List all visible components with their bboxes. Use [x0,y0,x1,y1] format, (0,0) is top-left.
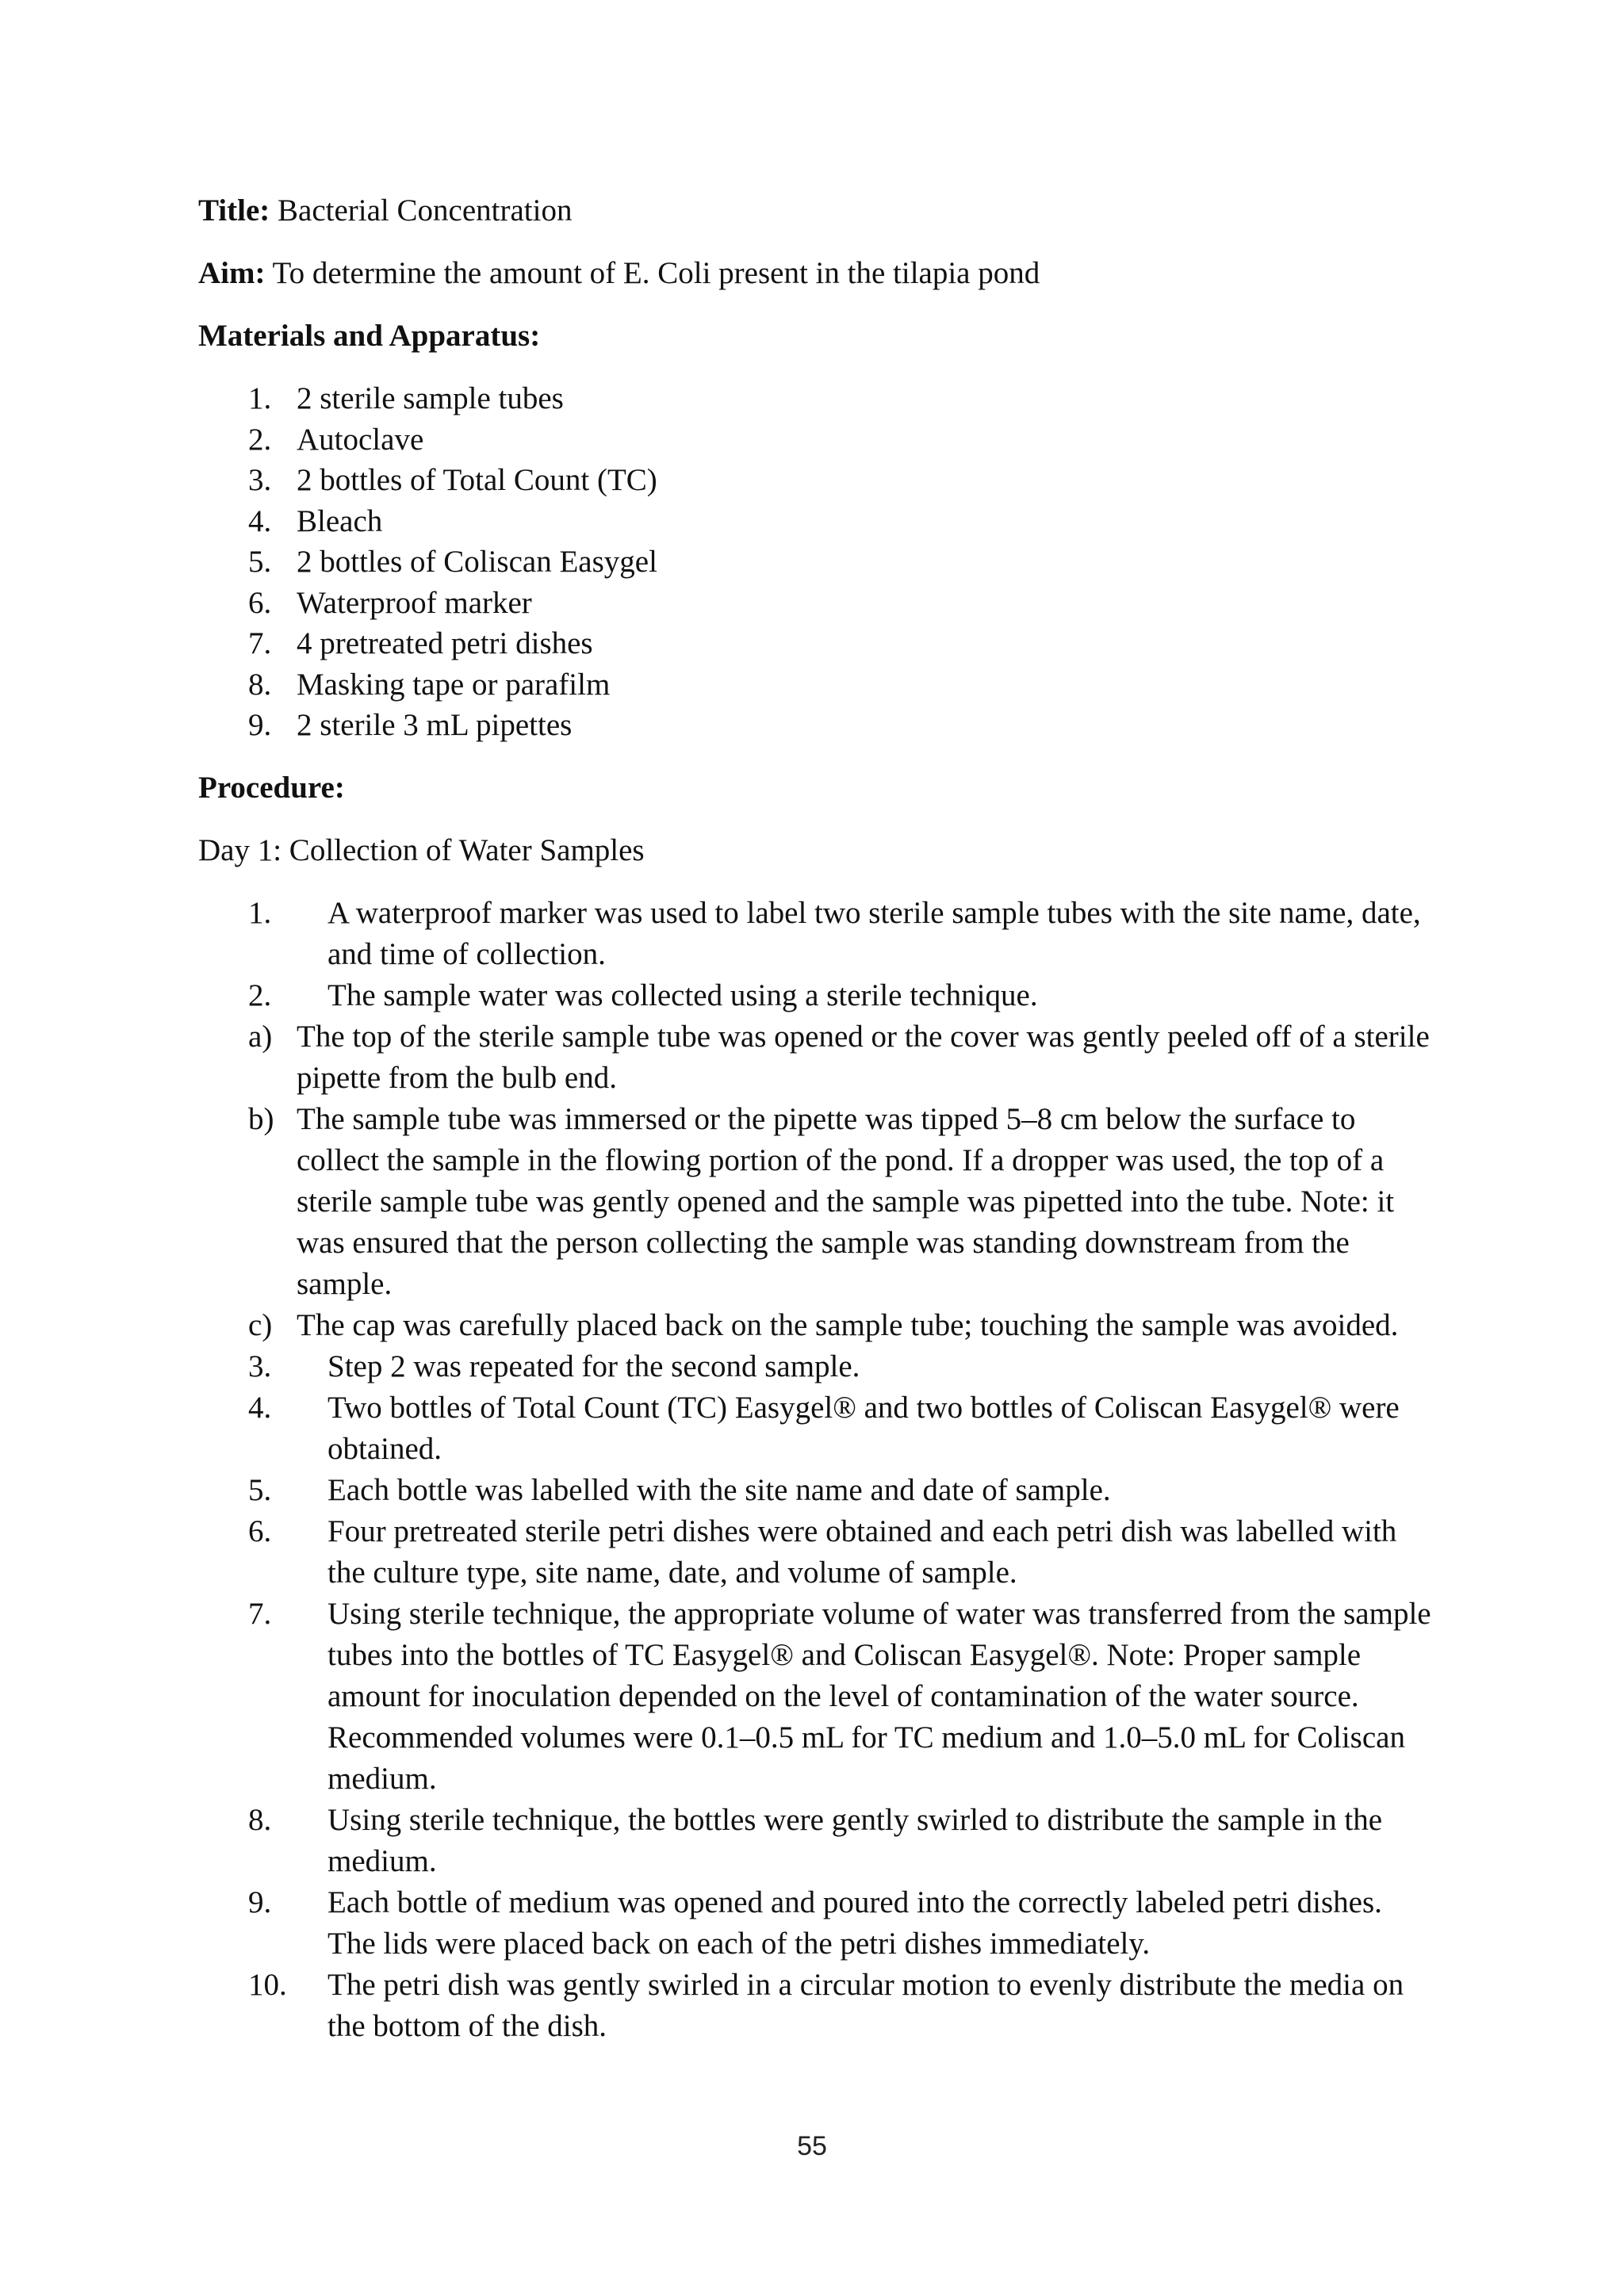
list-item-text: Bleach [297,503,383,538]
procedure-step [248,1882,1435,1965]
list-item [248,378,1435,419]
procedure-step [248,975,1435,1016]
step-text: The top of the sterile sample tube was opened or the cover was gently peeled off of a sterile pipette from the bulb end. [297,1019,1430,1095]
materials-heading: Materials and Apparatus: [198,319,541,353]
day-heading: Day 1: Collection of Water Samples [198,832,645,867]
list-item [248,501,1435,542]
list-item-number: 7. [248,626,272,660]
list-item [248,623,1435,664]
list-item-text: Masking tape or parafilm [297,667,611,702]
step-number: b) [248,1101,274,1136]
step-text: Using sterile technique, the bottles were gently swirled to distribute the sample in the medium. [327,1802,1383,1878]
list-item-text: 2 bottles of Total Count (TC) [297,463,657,497]
step-text: The sample tube was immersed or the pipette was tipped 5–8 cm below the surface to collect the sample in the flowing portion of the pond. If a dropper was used, the top of a sterile sample tube was gently opened and the sample was pipetted into the tube. Note: it was ensured that the person collecting the sample was standing downstream from the sample. [297,1101,1395,1301]
aim-text: To determine the amount of E. Coli present in the tilapia pond [272,256,1040,290]
procedure-step [248,1594,1435,1800]
step-number: a) [248,1019,273,1054]
list-item-number: 5. [248,545,272,579]
step-number: 10. [248,1967,287,2002]
step-number: 9. [248,1885,272,1919]
list-item-number: 8. [248,667,272,702]
procedure-substep [248,1016,1435,1099]
procedure-substep [248,1305,1435,1346]
list-item [248,541,1435,583]
list-item-number: 2. [248,422,272,457]
list-item-number: 4. [248,503,272,538]
procedure-step [248,893,1435,975]
step-number: c) [248,1307,273,1342]
step-text: Each bottle was labelled with the site name and date of sample. [327,1472,1111,1507]
step-number: 6. [248,1513,272,1548]
procedure-step [248,1470,1435,1511]
step-number: 5. [248,1472,272,1507]
step-number: 2. [248,978,272,1012]
title-text: Bacterial Concentration [278,193,573,228]
list-item-number: 1. [248,381,272,415]
step-text: A waterproof marker was used to label two sterile sample tubes with the site name, date, and time of collection. [327,895,1421,971]
page-number: 55 [797,2131,827,2161]
step-text: Step 2 was repeated for the second sample. [327,1349,860,1383]
materials-list [198,378,1435,746]
step-text: The cap was carefully placed back on the sample tube; touching the sample was avoided. [297,1307,1399,1342]
list-item-number: 9. [248,708,272,742]
procedure-heading: Procedure: [198,770,345,805]
document-page [198,190,1435,2047]
step-text: The sample water was collected using a sterile technique. [327,978,1038,1012]
step-text: Two bottles of Total Count (TC) Easygel® and two bottles of Coliscan Easygel® were obtained. [327,1390,1400,1466]
list-item [248,419,1435,461]
procedure-step [248,1346,1435,1387]
list-item-text: Autoclave [297,422,424,457]
title-line [198,190,1435,232]
title-label: Title: [198,193,270,228]
list-item-text: 4 pretreated petri dishes [297,626,593,660]
step-text: Each bottle of medium was opened and poured into the correctly labeled petri dishes. The lids were placed back on each of the petri dishes immediately. [327,1885,1382,1961]
list-item [248,664,1435,706]
step-number: 4. [248,1390,272,1425]
procedure-step [248,1387,1435,1470]
list-item-text: Waterproof marker [297,585,532,620]
aim-label: Aim: [198,256,266,290]
step-number: 1. [248,895,272,930]
list-item-text: 2 sterile sample tubes [297,381,564,415]
list-item [248,705,1435,746]
procedure-step [248,1965,1435,2047]
list-item-number: 3. [248,463,272,497]
aim-line [198,253,1435,294]
step-text: Using sterile technique, the appropriate volume of water was transferred from the sample tubes into the bottles of TC Easygel® and Coliscan Easygel®. Note: Proper sample amount for inoculation depended on the level of contamination of the water source. Recommended volumes were 0.1–0.5 mL for TC medium and 1.0–5.0 mL for Coliscan medium. [327,1596,1431,1796]
procedure-step [248,1511,1435,1594]
list-item-number: 6. [248,585,272,620]
list-item-text: 2 bottles of Coliscan Easygel [297,545,657,579]
step-text: The petri dish was gently swirled in a circular motion to evenly distribute the media on the bottom of the dish. [327,1967,1404,2043]
list-item-text: 2 sterile 3 mL pipettes [297,708,573,742]
procedure-steps [198,893,1435,2047]
procedure-substep [248,1099,1435,1305]
procedure-step [248,1800,1435,1882]
step-number: 8. [248,1802,272,1837]
list-item [248,583,1435,624]
list-item [248,460,1435,501]
step-number: 3. [248,1349,272,1383]
step-text: Four pretreated sterile petri dishes were obtained and each petri dish was labelled with the culture type, site name, date, and volume of sample. [327,1513,1397,1590]
step-number: 7. [248,1596,272,1631]
